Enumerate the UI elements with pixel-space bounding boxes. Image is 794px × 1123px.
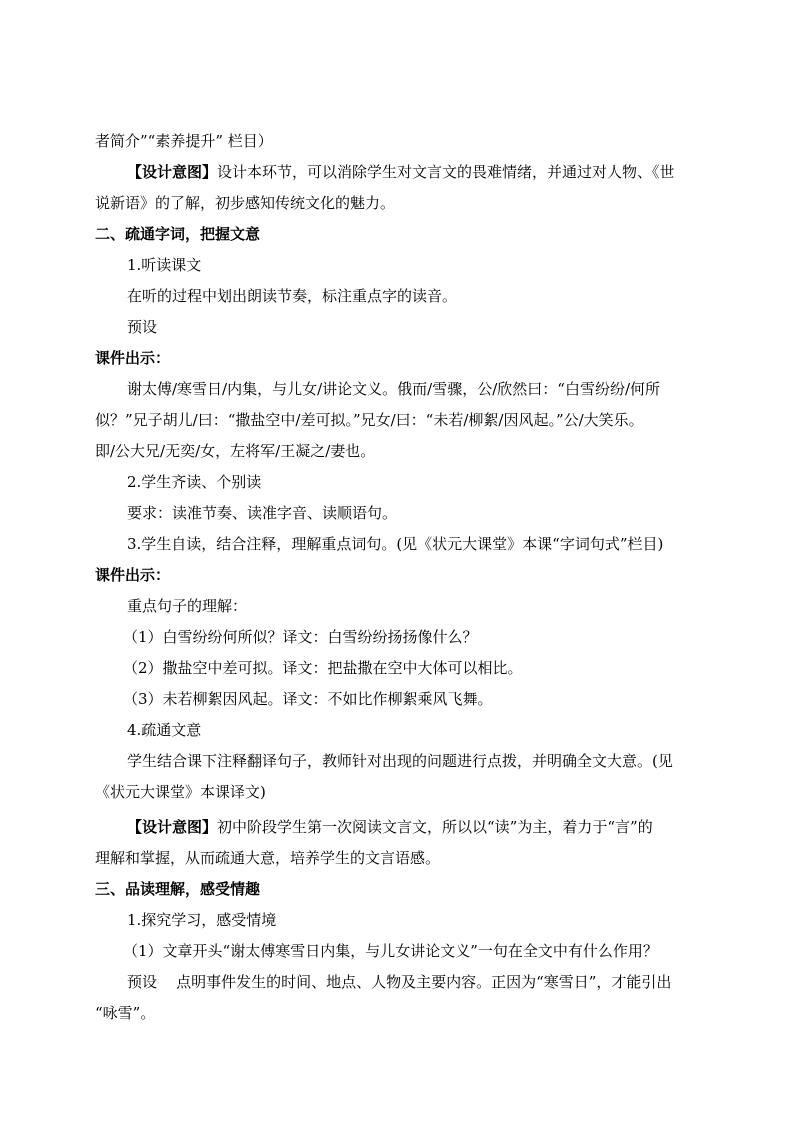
answer-line: “咏雪”。	[95, 1004, 156, 1022]
design-intent-text: 初中阶段学生第一次阅读文言文，所以以“读”为主，着力于“言”的	[217, 818, 653, 836]
question-line: （1）文章开头“谢太傅寒雪日内集，与儿女讲论文义”一句在全文中有什么作用？	[123, 942, 658, 960]
text-line: 理解和掌握，从而疏通大意，培养学生的文言语感。	[95, 849, 441, 867]
text-line: 在听的过程中划出朗读节奏，标注重点字的读音。	[127, 287, 458, 305]
design-intent-line	[127, 162, 752, 182]
subsection-title: 2.学生齐读、个别读	[127, 473, 262, 491]
courseware-label: 课件出示：	[95, 349, 171, 367]
translation-item: （3）未若柳絮因风起。译文：不如比作柳絮乘风飞舞。	[123, 690, 493, 708]
text-line: 重点句子的理解：	[127, 597, 248, 615]
design-intent-tag: 【设计意图】	[127, 818, 218, 836]
design-intent-line	[127, 817, 752, 837]
answer-line: 预设 点明事件发生的时间、地点、人物及主要内容。正因为“寒雪日”，才能引出	[127, 973, 672, 991]
text-line: 要求：读准节奏、读准字音、读顺语句。	[127, 504, 398, 522]
text-line: 学生结合课下注释翻译句子，教师针对出现的问题进行点拨，并明确全文大意。(见	[127, 752, 673, 770]
text-line: 《状元大课堂》本课译文)	[95, 783, 266, 801]
classical-text-line: 似？”兄子胡儿/曰：“撒盐空中/差可拟。”兄女/曰：“未若/柳絮/因风起。”公/大笑乐。	[95, 411, 644, 429]
section-heading: 二、疏通字词，把握文意	[95, 225, 261, 243]
subsection-title: 3.学生自读，结合注释，理解重点词句。(见《状元大课堂》本课“字词句式”栏目)	[127, 535, 664, 553]
translation-item: （1）白雪纷纷何所似？译文：白雪纷纷扬扬像什么？	[123, 628, 478, 646]
text-line: 说新语》的了解，初步感知传统文化的魅力。	[95, 194, 396, 212]
section-heading: 三、品读理解，感受情趣	[95, 880, 261, 898]
text-line: 者简介”“素养提升” 栏目）	[95, 132, 273, 150]
subsection-title: 4.疏通文意	[127, 721, 202, 739]
subsection-title: 1.听读课文	[127, 256, 202, 274]
classical-text-line: 即/公大兄/无奕/女，左将军/王凝之/妻也。	[95, 442, 376, 460]
translation-item: （2）撒盐空中差可拟。译文：把盐撒在空中大体可以相比。	[123, 659, 523, 677]
classical-text-line: 谢太傅/寒雪日/内集，与儿女/讲论文义。俄而/雪骤，公/欣然曰：“白雪纷纷/何所	[127, 380, 660, 398]
design-intent-tag: 【设计意图】	[127, 163, 218, 181]
text-line: 预设	[127, 318, 158, 336]
subsection-title: 1.探究学习，感受情境	[127, 911, 277, 929]
courseware-label: 课件出示：	[95, 566, 171, 584]
design-intent-text: 设计本环节，可以消除学生对文言文的畏难情绪，并通过对人物、《世	[217, 163, 675, 181]
